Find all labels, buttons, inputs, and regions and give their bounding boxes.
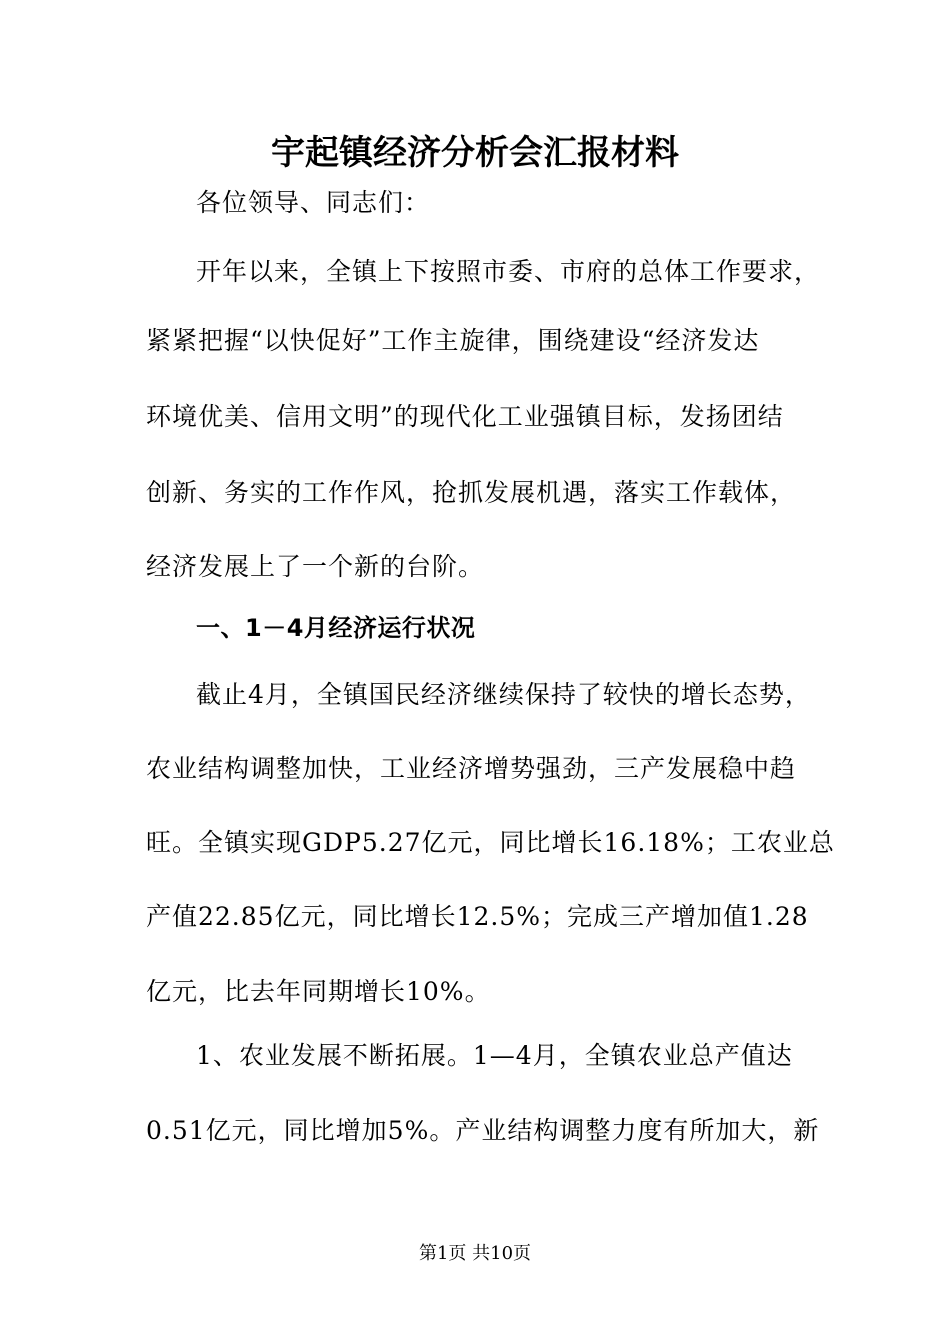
- paragraph-line: 产值22.85亿元，同比增长12.5%；完成三产增加值1.28: [146, 902, 809, 931]
- paragraph-line: 经济发展上了一个新的台阶。: [146, 552, 485, 581]
- paragraph-line: 开年以来，全镇上下按照市委、市府的总体工作要求，: [196, 257, 821, 286]
- salutation: 各位领导、同志们：: [196, 188, 431, 217]
- document-title: 宇起镇经济分析会汇报材料: [271, 133, 679, 173]
- section-heading: 一、1－4月经济运行状况: [196, 614, 476, 642]
- page-number-footer: 第1页 共10页: [418, 1243, 532, 1264]
- paragraph-line: 截止4月，全镇国民经济继续保持了较快的增长态势，: [196, 680, 811, 709]
- paragraph-line: 创新、务实的工作作风，抢抓发展机遇，落实工作载体，: [146, 478, 797, 507]
- paragraph-line: 紧紧把握“以快促好”工作主旋律，围绕建设“经济发达: [146, 326, 760, 355]
- paragraph-line: 旺。全镇实现GDP5.27亿元，同比增长16.18%；工农业总: [146, 828, 835, 857]
- paragraph-line: 0.51亿元，同比增加5%。产业结构调整力度有所加大，新: [146, 1116, 820, 1145]
- paragraph-line: 1、农业发展不断拓展。1—4月，全镇农业总产值达: [196, 1041, 793, 1070]
- paragraph-line: 农业结构调整加快，工业经济增势强劲，三产发展稳中趋: [146, 754, 797, 783]
- paragraph-line: 亿元，比去年同期增长10%。: [146, 977, 491, 1006]
- paragraph-line: 环境优美、信用文明”的现代化工业强镇目标，发扬团结: [146, 402, 784, 431]
